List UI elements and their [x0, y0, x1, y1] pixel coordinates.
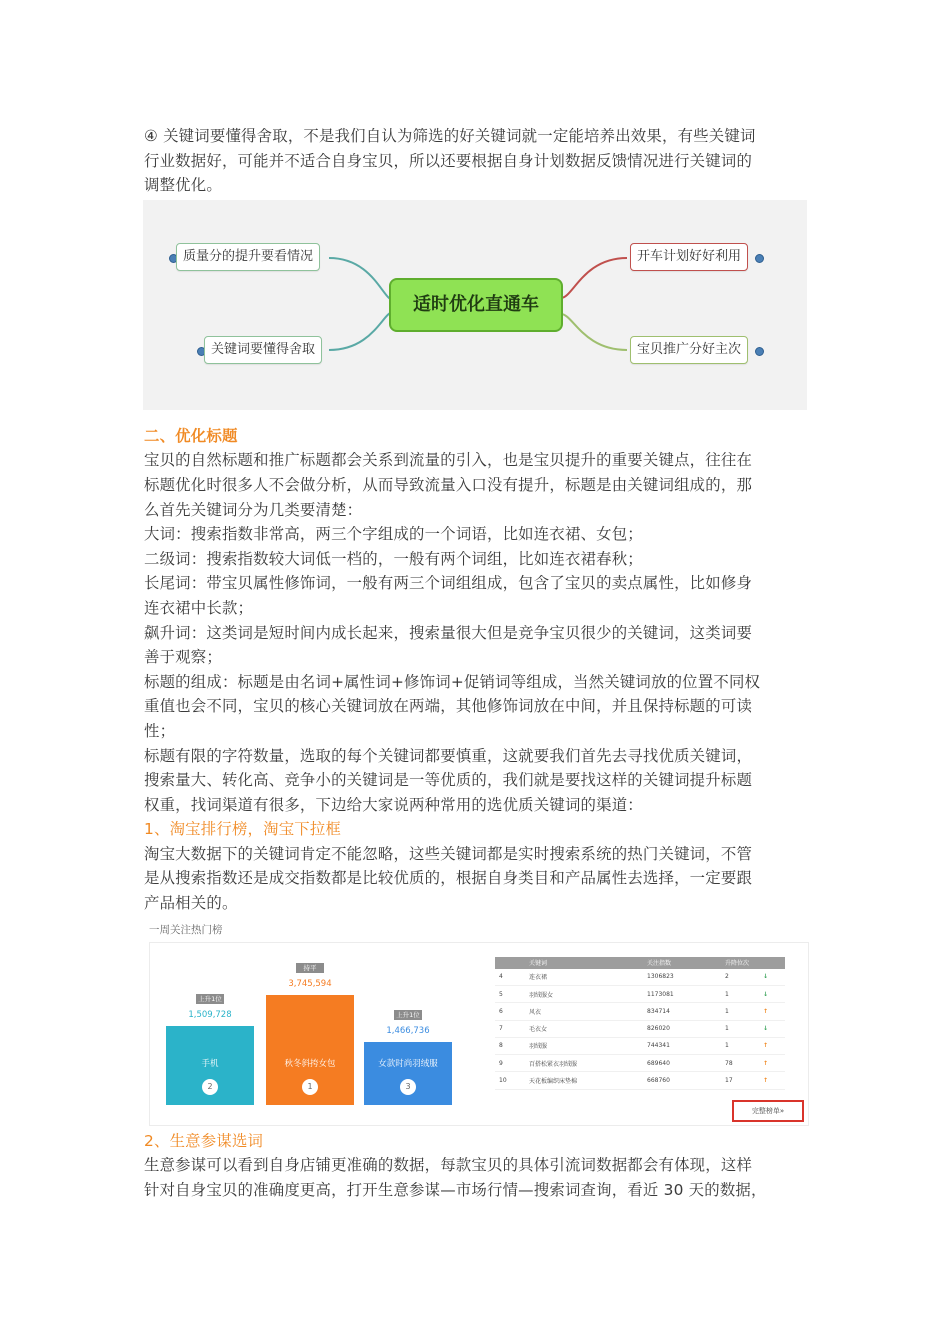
table-row[interactable] — [495, 1072, 785, 1089]
text-line: 大词：搜索指数非常高，两三个字组成的一个词语，比如连衣裙、女包； — [144, 525, 643, 544]
podium-bar[interactable] — [266, 963, 354, 1105]
podium-rank-badge: 3 — [400, 1079, 416, 1095]
text-line: 重值也会不同，宝贝的核心关键词放在两端，其他修饰词放在中间，并且保持标题的可读 — [144, 697, 753, 716]
keyword-cell: 连衣裙 — [525, 969, 643, 986]
mindmap-node-left-top: 质量分的提升要看情况 — [176, 243, 320, 271]
change-cell: 1 — [721, 1003, 759, 1020]
table-header-row — [495, 957, 785, 969]
arrow-down-icon: ↓ — [759, 1020, 785, 1037]
keyword-cell: 羽绒服女 — [525, 985, 643, 1002]
expand-dot-icon[interactable] — [755, 347, 764, 356]
rank-cell: 4 — [495, 969, 525, 986]
podium-keyword: 秋冬斜挎女包 — [284, 1058, 336, 1069]
table-row[interactable] — [495, 1020, 785, 1037]
column-header: 升降位次 — [721, 957, 759, 969]
text-line: 是从搜索指数还是成交指数都是比较优质的，根据自身类目和产品属性去选择，一定要跟 — [144, 869, 753, 888]
column-header — [759, 957, 785, 969]
arrow-down-icon: ↓ — [759, 969, 785, 986]
text-line: 善于观察； — [144, 648, 222, 667]
text-line: 么首先关键词分为几类要清楚： — [144, 500, 363, 519]
rank-cell: 7 — [495, 1020, 525, 1037]
sub-heading: 1、淘宝排行榜，淘宝下拉框 — [144, 820, 342, 839]
table-row[interactable] — [495, 1055, 785, 1072]
ranking-table — [495, 957, 785, 1090]
column-header: 关键词 — [525, 957, 643, 969]
rank-cell: 5 — [495, 985, 525, 1002]
change-cell: 1 — [721, 1037, 759, 1054]
text-line: 行业数据好，可能并不适合自身宝贝，所以还要根据自身计划数据反馈情况进行关键词的 — [144, 151, 753, 170]
connector-left-bottom — [329, 312, 393, 350]
text-line: 长尾词：带宝贝属性修饰词，一般有两三个词组组成，包含了宝贝的卖点属性，比如修身 — [144, 574, 753, 593]
index-cell: 826020 — [643, 1020, 721, 1037]
podium-rank-badge: 1 — [302, 1079, 318, 1095]
change-cell: 17 — [721, 1072, 759, 1089]
podium-value: 1,466,736 — [386, 1025, 430, 1036]
index-cell: 668760 — [643, 1072, 721, 1089]
change-cell: 2 — [721, 969, 759, 986]
paragraph — [144, 1153, 808, 1202]
keyword-cell: 百搭松紧衣羽绒服 — [525, 1055, 643, 1072]
index-cell: 1306823 — [643, 969, 721, 986]
podium-bar[interactable] — [364, 1010, 452, 1105]
index-cell: 834714 — [643, 1003, 721, 1020]
ranking-caption: 一周关注热门榜 — [149, 923, 223, 936]
change-cell: 78 — [721, 1055, 759, 1072]
text-line: 标题的组成：标题是由名词+属性词+修饰词+促销词等组成，当然关键词放的位置不同权 — [144, 672, 761, 691]
keyword-cell: 天花板编织床垫棉 — [525, 1072, 643, 1089]
rank-cell: 9 — [495, 1055, 525, 1072]
text-line: 调整优化。 — [144, 176, 222, 195]
paragraph — [144, 842, 808, 916]
paragraph — [144, 448, 808, 817]
text-line: 飙升词：这类词是短时间内成长起来，搜索量很大但是竞争宝贝很少的关键词，这类词要 — [144, 623, 753, 642]
sub-heading: 2、生意参谋选词 — [144, 1131, 264, 1150]
text-line: 搜索量大、转化高、竞争小的关键词是一等优质的，我们就是要找这样的关键词提升标题 — [144, 771, 753, 790]
podium-value: 3,745,594 — [288, 978, 332, 989]
hot-ranking-panel — [149, 942, 809, 1126]
index-cell: 689640 — [643, 1055, 721, 1072]
expand-dot-icon[interactable] — [755, 254, 764, 263]
mindmap-node-left-bottom: 关键词要懂得舍取 — [204, 336, 322, 364]
podium-keyword: 女款时尚羽绒服 — [378, 1058, 438, 1069]
table-row[interactable] — [495, 1037, 785, 1054]
podium-value: 1,509,728 — [188, 1009, 232, 1020]
full-list-button[interactable]: 完整榜单» — [732, 1100, 804, 1122]
text-line: 连衣裙中长款； — [144, 598, 254, 617]
arrow-up-icon: ↑ — [759, 1003, 785, 1020]
text-line: 权重，找词渠道有很多，下边给大家说两种常用的选优质关键词的渠道： — [144, 795, 643, 814]
text-line: 性； — [144, 721, 176, 740]
keyword-cell: 风衣 — [525, 1003, 643, 1020]
podium-change-tag: 上升1位 — [196, 994, 224, 1004]
keyword-cell: 毛衣女 — [525, 1020, 643, 1037]
change-cell: 1 — [721, 1020, 759, 1037]
section-heading: 二、优化标题 — [144, 426, 238, 445]
text-line: ④ 关键词要懂得舍取，不是我们自认为筛选的好关键词就一定能培养出效果，有些关键词 — [144, 127, 756, 145]
text-line: 二级词：搜索指数较大词低一档的，一般有两个词组，比如连衣裙春秋； — [144, 549, 643, 568]
document-page — [144, 124, 808, 1202]
rank-cell: 8 — [495, 1037, 525, 1054]
ranking-table-body — [495, 969, 785, 1090]
column-header: 关注指数 — [643, 957, 721, 969]
index-cell: 744341 — [643, 1037, 721, 1054]
connector-left-top — [329, 258, 393, 300]
podium-rank-badge: 2 — [202, 1079, 218, 1095]
arrow-up-icon: ↑ — [759, 1072, 785, 1089]
index-cell: 1173081 — [643, 985, 721, 1002]
mindmap-center-node: 适时优化直通车 — [389, 278, 563, 332]
keyword-cell: 羽绒服 — [525, 1037, 643, 1054]
mindmap-node-right-bottom: 宝贝推广分好主次 — [630, 336, 748, 364]
podium-change-tag: 持平 — [296, 963, 324, 973]
table-row[interactable] — [495, 969, 785, 986]
text-line: 标题有限的字符数量，选取的每个关键词都要慎重，这就要我们首先去寻找优质关键词， — [144, 746, 753, 765]
podium-keyword: 手机 — [201, 1058, 219, 1069]
text-line: 针对自身宝贝的准确度更高，打开生意参谋—市场行情—搜索词查询，看近 30 天的数据， — [144, 1180, 767, 1199]
arrow-up-icon: ↑ — [759, 1055, 785, 1072]
text-line: 宝贝的自然标题和推广标题都会关系到流量的引入，也是宝贝提升的重要关键点，往往在 — [144, 451, 753, 470]
intro-paragraph — [144, 124, 808, 198]
table-row[interactable] — [495, 1003, 785, 1020]
rank-cell: 10 — [495, 1072, 525, 1089]
text-line: 生意参谋可以看到自身店铺更准确的数据，每款宝贝的具体引流词数据都会有体现，这样 — [144, 1156, 753, 1175]
text-line: 淘宝大数据下的关键词肯定不能忽略，这些关键词都是实时搜索系统的热门关键词，不管 — [144, 844, 753, 863]
table-row[interactable] — [495, 985, 785, 1002]
connector-right-bottom — [561, 314, 627, 350]
text-line: 标题优化时很多人不会做分析，从而导致流量入口没有提升，标题是由关键词组成的，那 — [144, 475, 753, 494]
podium-bar[interactable] — [166, 994, 254, 1105]
arrow-up-icon: ↑ — [759, 1037, 785, 1054]
rank-cell: 6 — [495, 1003, 525, 1020]
column-header — [495, 957, 525, 969]
connector-right-top — [561, 258, 627, 298]
arrow-down-icon: ↓ — [759, 985, 785, 1002]
text-line: 产品相关的。 — [144, 894, 238, 913]
podium-change-tag: 上升1位 — [394, 1010, 422, 1020]
mindmap-node-right-top: 开车计划好好利用 — [630, 243, 748, 271]
mindmap-figure — [143, 200, 807, 410]
change-cell: 1 — [721, 985, 759, 1002]
